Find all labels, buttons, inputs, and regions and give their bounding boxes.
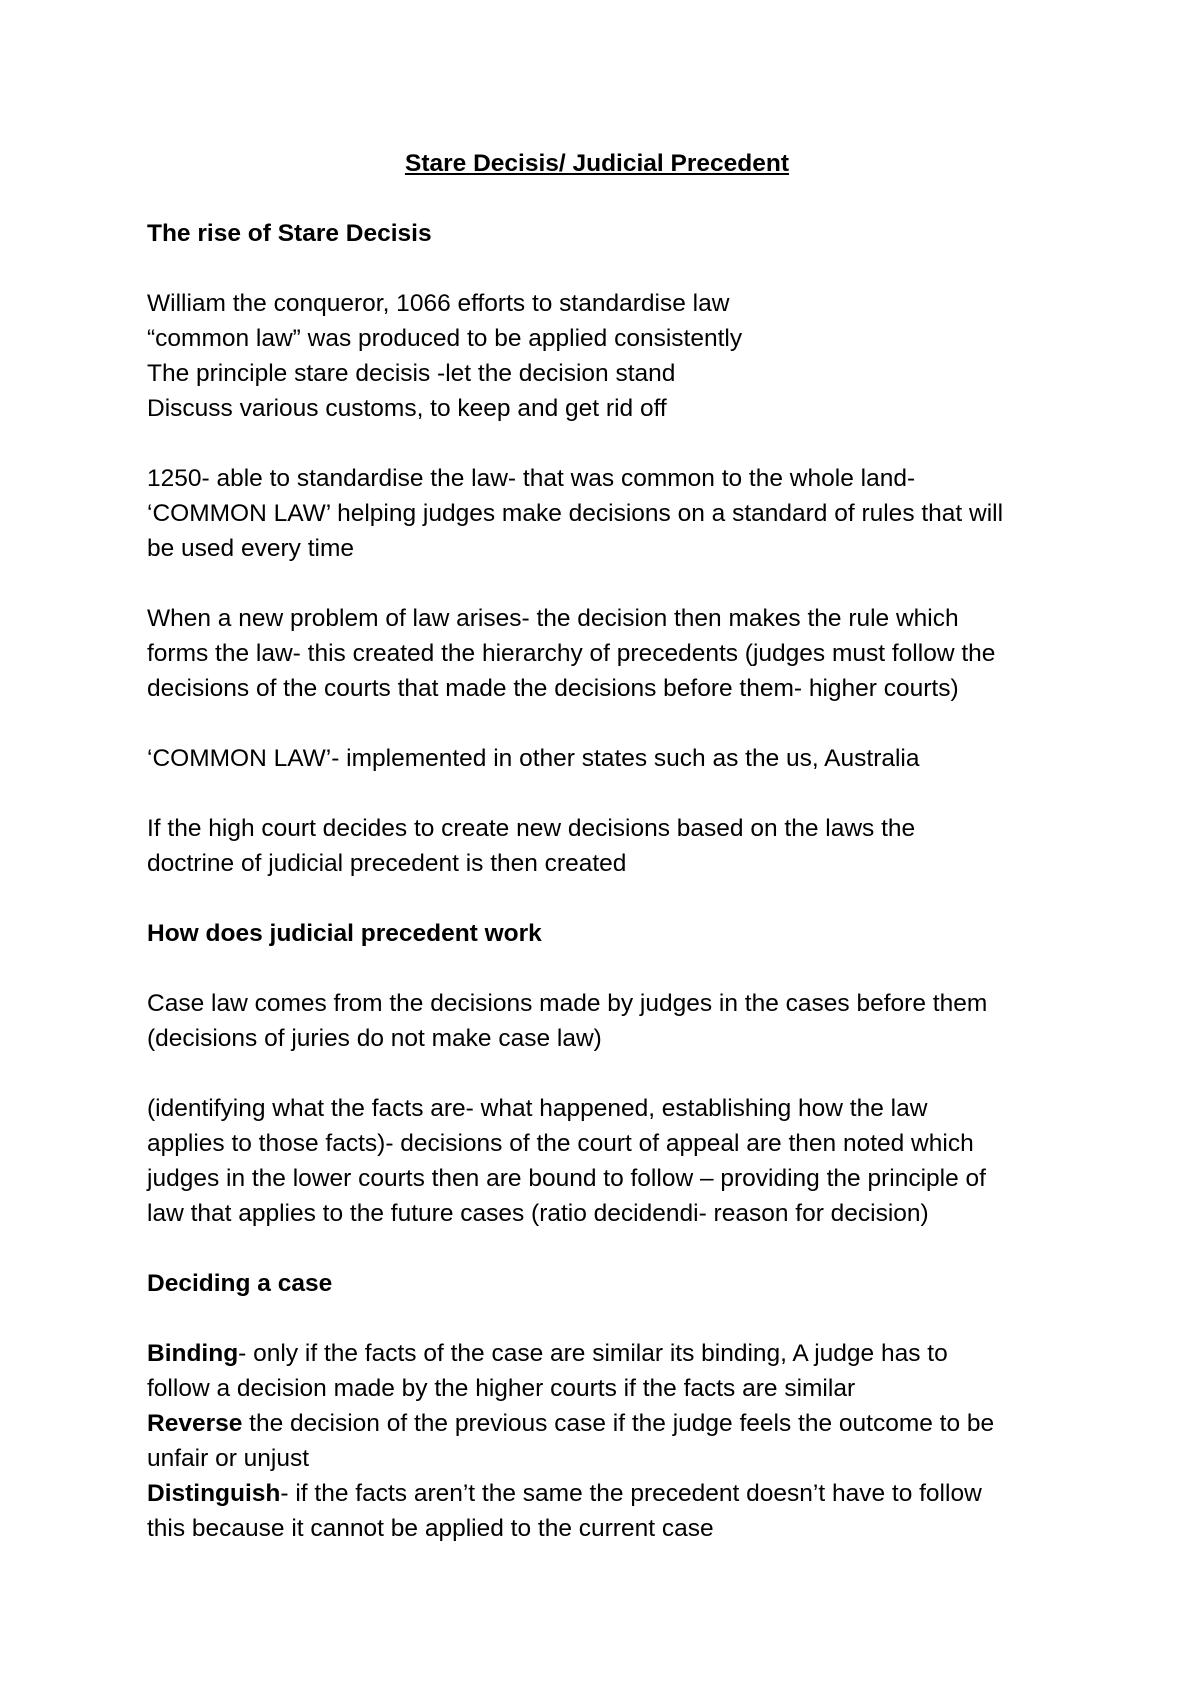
text-line: (identifying what the facts are- what happened, establishing how the law bbox=[147, 1095, 928, 1122]
text-line: doctrine of judicial precedent is then created bbox=[147, 850, 627, 877]
paragraph-deciding-terms bbox=[147, 1336, 1077, 1546]
text-line: If the high court decides to create new decisions based on the laws the bbox=[147, 815, 916, 842]
section-heading-deciding-a-case: Deciding a case bbox=[147, 1270, 333, 1297]
paragraph-new-problem-of-law bbox=[147, 601, 1077, 706]
text-line: decisions of the courts that made the decisions before them- higher courts) bbox=[147, 675, 959, 702]
text-line: ‘COMMON LAW’ helping judges make decisions on a standard of rules that will bbox=[147, 500, 1004, 527]
distinguish-line bbox=[147, 1476, 1077, 1511]
text-line: law that applies to the future cases (ratio decidendi- reason for decision) bbox=[147, 1200, 929, 1227]
text-line: Case law comes from the decisions made by judges in the cases before them bbox=[147, 990, 988, 1017]
text-line: (decisions of juries do not make case law) bbox=[147, 1025, 602, 1052]
text-line: 1250- able to standardise the law- that was common to the whole land- bbox=[147, 465, 916, 492]
text-line: unfair or unjust bbox=[147, 1445, 310, 1472]
distinguish-definition: - if the facts aren’t the same the precedent doesn’t have to follow bbox=[280, 1480, 982, 1507]
text-line: ‘COMMON LAW’- implemented in other states such as the us, Australia bbox=[147, 745, 920, 772]
text-line: follow a decision made by the higher courts if the facts are similar bbox=[147, 1375, 856, 1402]
reverse-line bbox=[147, 1406, 1077, 1441]
binding-line bbox=[147, 1336, 1077, 1371]
text-line: William the conqueror, 1066 efforts to standardise law bbox=[147, 290, 730, 317]
text-line: Discuss various customs, to keep and get rid off bbox=[147, 395, 667, 422]
text-line: The principle stare decisis -let the decision stand bbox=[147, 360, 676, 387]
document-title: Stare Decisis/ Judicial Precedent bbox=[404, 150, 790, 177]
paragraph-case-law bbox=[147, 986, 1077, 1056]
text-line: be used every time bbox=[147, 535, 354, 562]
term-reverse: Reverse bbox=[147, 1410, 243, 1437]
text-line: “common law” was produced to be applied consistently bbox=[147, 325, 743, 352]
term-distinguish: Distinguish bbox=[147, 1480, 281, 1507]
paragraph-william-conqueror bbox=[147, 286, 1077, 426]
binding-definition: - only if the facts of the case are similar its binding, A judge has to bbox=[238, 1340, 948, 1367]
text-line: judges in the lower courts then are bound to follow – providing the principle of bbox=[147, 1165, 986, 1192]
text-line: applies to those facts)- decisions of the court of appeal are then noted which bbox=[147, 1130, 974, 1157]
section-heading-rise-of-stare-decisis: The rise of Stare Decisis bbox=[147, 220, 432, 247]
paragraph-1250-common-law bbox=[147, 461, 1077, 566]
section-heading-how-precedent-works: How does judicial precedent work bbox=[147, 920, 542, 947]
paragraph-high-court-decides bbox=[147, 811, 1077, 881]
paragraph-identifying-facts bbox=[147, 1091, 1077, 1231]
text-line: this because it cannot be applied to the current case bbox=[147, 1515, 714, 1542]
text-line: When a new problem of law arises- the decision then makes the rule which bbox=[147, 605, 959, 632]
term-binding: Binding bbox=[147, 1340, 239, 1367]
text-line: forms the law- this created the hierarchy of precedents (judges must follow the bbox=[147, 640, 996, 667]
paragraph-common-law-other-states bbox=[147, 741, 1077, 776]
reverse-definition: the decision of the previous case if the judge feels the outcome to be bbox=[242, 1410, 995, 1437]
document-body bbox=[147, 146, 1077, 1581]
